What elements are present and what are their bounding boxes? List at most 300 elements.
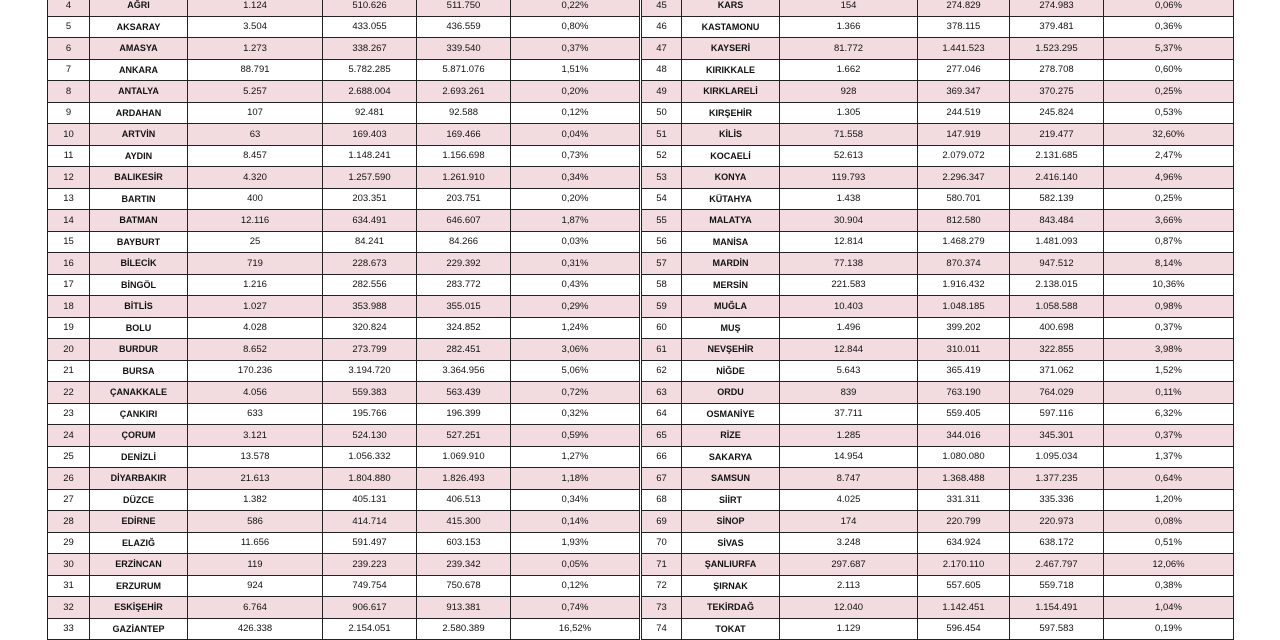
foreign-population-cell: 8.457 — [188, 145, 323, 167]
foreign-ratio-cell: 1,24% — [511, 317, 640, 339]
province-table-right — [641, 0, 1234, 640]
total-population-cell: 322.855 — [1010, 339, 1104, 361]
table-row — [48, 360, 640, 382]
foreign-population-cell: 6.764 — [188, 597, 323, 619]
foreign-population-cell: 1.285 — [780, 425, 918, 447]
total-population-cell: 283.772 — [417, 274, 511, 296]
foreign-population-cell: 400 — [188, 188, 323, 210]
total-population-cell: 282.451 — [417, 339, 511, 361]
table-row — [642, 16, 1234, 38]
foreign-ratio-cell: 0,80% — [511, 16, 640, 38]
total-population-cell: 750.678 — [417, 575, 511, 597]
foreign-ratio-cell: 0,37% — [1104, 425, 1234, 447]
citizen-population-cell: 195.766 — [323, 403, 417, 425]
total-population-cell: 84.266 — [417, 231, 511, 253]
row-number-cell: 65 — [642, 425, 682, 447]
citizen-population-cell: 84.241 — [323, 231, 417, 253]
row-number-cell: 22 — [48, 382, 90, 404]
citizen-population-cell: 282.556 — [323, 274, 417, 296]
table-row — [642, 597, 1234, 619]
foreign-ratio-cell: 0,34% — [511, 489, 640, 511]
total-population-cell: 582.139 — [1010, 188, 1104, 210]
foreign-ratio-cell: 0,72% — [511, 382, 640, 404]
foreign-ratio-cell: 5,06% — [511, 360, 640, 382]
foreign-ratio-cell: 32,60% — [1104, 124, 1234, 146]
foreign-population-cell: 1.662 — [780, 59, 918, 81]
table-row — [642, 511, 1234, 533]
table-row — [48, 167, 640, 189]
foreign-ratio-cell: 0,25% — [1104, 188, 1234, 210]
row-number-cell: 52 — [642, 145, 682, 167]
foreign-ratio-cell: 0,74% — [511, 597, 640, 619]
row-number-cell: 7 — [48, 59, 90, 81]
row-number-cell: 27 — [48, 489, 90, 511]
province-name-cell: BİLECİK — [90, 253, 188, 275]
citizen-population-cell: 580.701 — [918, 188, 1010, 210]
table-row — [48, 59, 640, 81]
total-population-cell: 843.484 — [1010, 210, 1104, 232]
row-number-cell: 17 — [48, 274, 90, 296]
table-row — [642, 0, 1234, 16]
table-row — [48, 102, 640, 124]
citizen-population-cell: 1.080.080 — [918, 446, 1010, 468]
province-name-cell: NEVŞEHİR — [682, 339, 780, 361]
foreign-ratio-cell: 0,03% — [511, 231, 640, 253]
row-number-cell: 14 — [48, 210, 90, 232]
table-row — [642, 339, 1234, 361]
foreign-population-cell: 2.113 — [780, 575, 918, 597]
table-row — [642, 210, 1234, 232]
foreign-population-cell: 63 — [188, 124, 323, 146]
province-name-cell: ELAZIĞ — [90, 532, 188, 554]
citizen-population-cell: 1.804.880 — [323, 468, 417, 490]
foreign-ratio-cell: 1,27% — [511, 446, 640, 468]
foreign-population-cell: 4.056 — [188, 382, 323, 404]
total-population-cell: 370.275 — [1010, 81, 1104, 103]
total-population-cell: 229.392 — [417, 253, 511, 275]
row-number-cell: 64 — [642, 403, 682, 425]
foreign-ratio-cell: 0,20% — [511, 188, 640, 210]
table-row — [642, 296, 1234, 318]
foreign-population-cell: 1.496 — [780, 317, 918, 339]
citizen-population-cell: 2.688.004 — [323, 81, 417, 103]
total-population-cell: 239.342 — [417, 554, 511, 576]
foreign-ratio-cell: 16,52% — [511, 618, 640, 640]
province-name-cell: KAYSERİ — [682, 38, 780, 60]
foreign-ratio-cell: 1,93% — [511, 532, 640, 554]
table-row — [48, 317, 640, 339]
citizen-population-cell: 906.617 — [323, 597, 417, 619]
province-name-cell: BURDUR — [90, 339, 188, 361]
province-name-cell: KÜTAHYA — [682, 188, 780, 210]
total-population-cell: 563.439 — [417, 382, 511, 404]
citizen-population-cell: 369.347 — [918, 81, 1010, 103]
citizen-population-cell: 763.190 — [918, 382, 1010, 404]
foreign-population-cell: 928 — [780, 81, 918, 103]
province-name-cell: ÇANKIRI — [90, 403, 188, 425]
total-population-cell: 379.481 — [1010, 16, 1104, 38]
total-population-cell: 1.069.910 — [417, 446, 511, 468]
row-number-cell: 69 — [642, 511, 682, 533]
row-number-cell: 72 — [642, 575, 682, 597]
citizen-population-cell: 634.924 — [918, 532, 1010, 554]
table-row — [48, 253, 640, 275]
province-name-cell: EDİRNE — [90, 511, 188, 533]
foreign-ratio-cell: 1,87% — [511, 210, 640, 232]
province-name-cell: MARDİN — [682, 253, 780, 275]
row-number-cell: 18 — [48, 296, 90, 318]
total-population-cell: 913.381 — [417, 597, 511, 619]
foreign-ratio-cell: 8,14% — [1104, 253, 1234, 275]
citizen-population-cell: 1.142.451 — [918, 597, 1010, 619]
row-number-cell: 45 — [642, 0, 682, 16]
table-row — [48, 0, 640, 16]
table-row — [48, 446, 640, 468]
foreign-population-cell: 1.273 — [188, 38, 323, 60]
foreign-population-cell: 52.613 — [780, 145, 918, 167]
total-population-cell: 324.852 — [417, 317, 511, 339]
table-row — [642, 425, 1234, 447]
row-number-cell: 53 — [642, 167, 682, 189]
row-number-cell: 57 — [642, 253, 682, 275]
foreign-population-cell: 21.613 — [188, 468, 323, 490]
row-number-cell: 29 — [48, 532, 90, 554]
foreign-population-cell: 119 — [188, 554, 323, 576]
citizen-population-cell: 559.383 — [323, 382, 417, 404]
citizen-population-cell: 405.131 — [323, 489, 417, 511]
table-row — [642, 575, 1234, 597]
foreign-population-cell: 839 — [780, 382, 918, 404]
foreign-ratio-cell: 0,73% — [511, 145, 640, 167]
province-name-cell: TOKAT — [682, 618, 780, 640]
table-row — [48, 468, 640, 490]
citizen-population-cell: 365.419 — [918, 360, 1010, 382]
province-name-cell: MUĞLA — [682, 296, 780, 318]
row-number-cell: 19 — [48, 317, 90, 339]
row-number-cell: 12 — [48, 167, 90, 189]
table-row — [48, 489, 640, 511]
province-table-left-body — [48, 0, 640, 640]
foreign-ratio-cell: 1,20% — [1104, 489, 1234, 511]
province-name-cell: SİVAS — [682, 532, 780, 554]
row-number-cell: 9 — [48, 102, 90, 124]
citizen-population-cell: 634.491 — [323, 210, 417, 232]
citizen-population-cell: 310.011 — [918, 339, 1010, 361]
total-population-cell: 638.172 — [1010, 532, 1104, 554]
foreign-ratio-cell: 1,37% — [1104, 446, 1234, 468]
total-population-cell: 764.029 — [1010, 382, 1104, 404]
total-population-cell: 406.513 — [417, 489, 511, 511]
foreign-population-cell: 1.027 — [188, 296, 323, 318]
province-name-cell: BURSA — [90, 360, 188, 382]
table-row — [642, 446, 1234, 468]
foreign-ratio-cell: 0,20% — [511, 81, 640, 103]
foreign-population-cell: 586 — [188, 511, 323, 533]
row-number-cell: 6 — [48, 38, 90, 60]
citizen-population-cell: 3.194.720 — [323, 360, 417, 382]
foreign-ratio-cell: 0,43% — [511, 274, 640, 296]
province-name-cell: BAYBURT — [90, 231, 188, 253]
foreign-ratio-cell: 3,06% — [511, 339, 640, 361]
province-name-cell: ÇANAKKALE — [90, 382, 188, 404]
citizen-population-cell: 273.799 — [323, 339, 417, 361]
province-name-cell: ARDAHAN — [90, 102, 188, 124]
foreign-population-cell: 25 — [188, 231, 323, 253]
foreign-ratio-cell: 0,37% — [1104, 317, 1234, 339]
row-number-cell: 30 — [48, 554, 90, 576]
table-row — [642, 317, 1234, 339]
table-row — [642, 124, 1234, 146]
province-name-cell: ORDU — [682, 382, 780, 404]
province-name-cell: BARTIN — [90, 188, 188, 210]
foreign-population-cell: 3.121 — [188, 425, 323, 447]
province-name-cell: BİNGÖL — [90, 274, 188, 296]
province-name-cell: GAZİANTEP — [90, 618, 188, 640]
table-row — [642, 554, 1234, 576]
row-number-cell: 25 — [48, 446, 90, 468]
citizen-population-cell: 433.055 — [323, 16, 417, 38]
citizen-population-cell: 228.673 — [323, 253, 417, 275]
province-name-cell: BOLU — [90, 317, 188, 339]
total-population-cell: 92.588 — [417, 102, 511, 124]
total-population-cell: 1.826.493 — [417, 468, 511, 490]
table-row — [642, 167, 1234, 189]
total-population-cell: 559.718 — [1010, 575, 1104, 597]
total-population-cell: 436.559 — [417, 16, 511, 38]
province-name-cell: KASTAMONU — [682, 16, 780, 38]
foreign-population-cell: 14.954 — [780, 446, 918, 468]
foreign-ratio-cell: 0,51% — [1104, 532, 1234, 554]
citizen-population-cell: 559.405 — [918, 403, 1010, 425]
row-number-cell: 5 — [48, 16, 90, 38]
citizen-population-cell: 331.311 — [918, 489, 1010, 511]
foreign-population-cell: 1.124 — [188, 0, 323, 16]
total-population-cell: 1.154.491 — [1010, 597, 1104, 619]
row-number-cell: 28 — [48, 511, 90, 533]
foreign-ratio-cell: 10,36% — [1104, 274, 1234, 296]
foreign-ratio-cell: 3,98% — [1104, 339, 1234, 361]
province-name-cell: DİYARBAKIR — [90, 468, 188, 490]
citizen-population-cell: 1.148.241 — [323, 145, 417, 167]
foreign-population-cell: 1.305 — [780, 102, 918, 124]
citizen-population-cell: 1.468.279 — [918, 231, 1010, 253]
table-row — [48, 231, 640, 253]
row-number-cell: 54 — [642, 188, 682, 210]
foreign-ratio-cell: 3,66% — [1104, 210, 1234, 232]
citizen-population-cell: 1.916.432 — [918, 274, 1010, 296]
table-row — [48, 188, 640, 210]
province-name-cell: ANKARA — [90, 59, 188, 81]
citizen-population-cell: 557.605 — [918, 575, 1010, 597]
province-name-cell: KIRŞEHİR — [682, 102, 780, 124]
foreign-population-cell: 13.578 — [188, 446, 323, 468]
citizen-population-cell: 338.267 — [323, 38, 417, 60]
citizen-population-cell: 2.296.347 — [918, 167, 1010, 189]
table-row — [48, 403, 640, 425]
table-row — [642, 231, 1234, 253]
total-population-cell: 203.751 — [417, 188, 511, 210]
foreign-ratio-cell: 5,37% — [1104, 38, 1234, 60]
total-population-cell: 196.399 — [417, 403, 511, 425]
total-population-cell: 274.983 — [1010, 0, 1104, 16]
row-number-cell: 20 — [48, 339, 90, 361]
foreign-population-cell: 1.382 — [188, 489, 323, 511]
foreign-population-cell: 154 — [780, 0, 918, 16]
table-row — [48, 145, 640, 167]
row-number-cell: 13 — [48, 188, 90, 210]
citizen-population-cell: 596.454 — [918, 618, 1010, 640]
table-row — [642, 38, 1234, 60]
province-name-cell: KIRKLARELİ — [682, 81, 780, 103]
citizen-population-cell: 244.519 — [918, 102, 1010, 124]
citizen-population-cell: 2.154.051 — [323, 618, 417, 640]
row-number-cell: 71 — [642, 554, 682, 576]
citizen-population-cell: 1.056.332 — [323, 446, 417, 468]
foreign-population-cell: 77.138 — [780, 253, 918, 275]
province-name-cell: NİĞDE — [682, 360, 780, 382]
row-number-cell: 70 — [642, 532, 682, 554]
foreign-population-cell: 30.904 — [780, 210, 918, 232]
table-row — [642, 59, 1234, 81]
citizen-population-cell: 414.714 — [323, 511, 417, 533]
total-population-cell: 345.301 — [1010, 425, 1104, 447]
citizen-population-cell: 870.374 — [918, 253, 1010, 275]
citizen-population-cell: 749.754 — [323, 575, 417, 597]
total-population-cell: 1.523.295 — [1010, 38, 1104, 60]
foreign-ratio-cell: 2,47% — [1104, 145, 1234, 167]
foreign-population-cell: 8.652 — [188, 339, 323, 361]
province-name-cell: SAMSUN — [682, 468, 780, 490]
total-population-cell: 371.062 — [1010, 360, 1104, 382]
province-name-cell: KİLİS — [682, 124, 780, 146]
foreign-ratio-cell: 0,87% — [1104, 231, 1234, 253]
foreign-population-cell: 4.028 — [188, 317, 323, 339]
province-name-cell: ŞIRNAK — [682, 575, 780, 597]
total-population-cell: 2.416.140 — [1010, 167, 1104, 189]
row-number-cell: 63 — [642, 382, 682, 404]
row-number-cell: 8 — [48, 81, 90, 103]
total-population-cell: 400.698 — [1010, 317, 1104, 339]
foreign-ratio-cell: 0,04% — [511, 124, 640, 146]
province-name-cell: KONYA — [682, 167, 780, 189]
row-number-cell: 51 — [642, 124, 682, 146]
total-population-cell: 220.973 — [1010, 511, 1104, 533]
total-population-cell: 335.336 — [1010, 489, 1104, 511]
province-name-cell: ANTALYA — [90, 81, 188, 103]
citizen-population-cell: 239.223 — [323, 554, 417, 576]
row-number-cell: 55 — [642, 210, 682, 232]
foreign-ratio-cell: 0,08% — [1104, 511, 1234, 533]
row-number-cell: 61 — [642, 339, 682, 361]
citizen-population-cell: 92.481 — [323, 102, 417, 124]
foreign-ratio-cell: 1,04% — [1104, 597, 1234, 619]
table-row — [48, 339, 640, 361]
foreign-population-cell: 3.248 — [780, 532, 918, 554]
province-name-cell: ESKİŞEHİR — [90, 597, 188, 619]
foreign-ratio-cell: 0,19% — [1104, 618, 1234, 640]
province-name-cell: ERZİNCAN — [90, 554, 188, 576]
total-population-cell: 2.131.685 — [1010, 145, 1104, 167]
foreign-ratio-cell: 0,34% — [511, 167, 640, 189]
row-number-cell: 56 — [642, 231, 682, 253]
citizen-population-cell: 147.919 — [918, 124, 1010, 146]
province-name-cell: AĞRI — [90, 0, 188, 16]
foreign-ratio-cell: 0,53% — [1104, 102, 1234, 124]
table-row — [642, 274, 1234, 296]
province-table-left — [47, 0, 640, 640]
total-population-cell: 1.058.588 — [1010, 296, 1104, 318]
province-name-cell: BATMAN — [90, 210, 188, 232]
province-name-cell: SİNOP — [682, 511, 780, 533]
foreign-population-cell: 1.438 — [780, 188, 918, 210]
province-name-cell: AYDIN — [90, 145, 188, 167]
row-number-cell: 73 — [642, 597, 682, 619]
province-table-right-body — [642, 0, 1234, 640]
foreign-ratio-cell: 0,06% — [1104, 0, 1234, 16]
foreign-ratio-cell: 0,59% — [511, 425, 640, 447]
province-name-cell: BİTLİS — [90, 296, 188, 318]
foreign-ratio-cell: 0,32% — [511, 403, 640, 425]
citizen-population-cell: 277.046 — [918, 59, 1010, 81]
total-population-cell: 527.251 — [417, 425, 511, 447]
province-name-cell: SAKARYA — [682, 446, 780, 468]
foreign-population-cell: 12.814 — [780, 231, 918, 253]
row-number-cell: 58 — [642, 274, 682, 296]
foreign-ratio-cell: 1,52% — [1104, 360, 1234, 382]
citizen-population-cell: 591.497 — [323, 532, 417, 554]
citizen-population-cell: 1.048.185 — [918, 296, 1010, 318]
total-population-cell: 2.693.261 — [417, 81, 511, 103]
province-name-cell: TEKİRDAĞ — [682, 597, 780, 619]
foreign-ratio-cell: 0,38% — [1104, 575, 1234, 597]
row-number-cell: 24 — [48, 425, 90, 447]
citizen-population-cell: 2.079.072 — [918, 145, 1010, 167]
foreign-population-cell: 4.025 — [780, 489, 918, 511]
table-row — [48, 382, 640, 404]
foreign-population-cell: 8.747 — [780, 468, 918, 490]
total-population-cell: 1.156.698 — [417, 145, 511, 167]
foreign-ratio-cell: 6,32% — [1104, 403, 1234, 425]
province-name-cell: MERSİN — [682, 274, 780, 296]
citizen-population-cell: 169.403 — [323, 124, 417, 146]
table-row — [48, 597, 640, 619]
row-number-cell: 74 — [642, 618, 682, 640]
foreign-ratio-cell: 0,25% — [1104, 81, 1234, 103]
foreign-ratio-cell: 0,64% — [1104, 468, 1234, 490]
table-row — [48, 16, 640, 38]
foreign-population-cell: 1.366 — [780, 16, 918, 38]
foreign-ratio-cell: 0,31% — [511, 253, 640, 275]
table-row — [48, 124, 640, 146]
province-name-cell: ÇORUM — [90, 425, 188, 447]
total-population-cell: 169.466 — [417, 124, 511, 146]
table-row — [48, 511, 640, 533]
table-row — [642, 489, 1234, 511]
table-row — [48, 81, 640, 103]
table-row — [642, 145, 1234, 167]
foreign-population-cell: 297.687 — [780, 554, 918, 576]
province-name-cell: MANİSA — [682, 231, 780, 253]
province-name-cell: SİİRT — [682, 489, 780, 511]
table-row — [642, 81, 1234, 103]
foreign-ratio-cell: 1,18% — [511, 468, 640, 490]
foreign-population-cell: 12.844 — [780, 339, 918, 361]
foreign-population-cell: 107 — [188, 102, 323, 124]
foreign-population-cell: 12.040 — [780, 597, 918, 619]
total-population-cell: 947.512 — [1010, 253, 1104, 275]
foreign-population-cell: 633 — [188, 403, 323, 425]
foreign-ratio-cell: 1,51% — [511, 59, 640, 81]
